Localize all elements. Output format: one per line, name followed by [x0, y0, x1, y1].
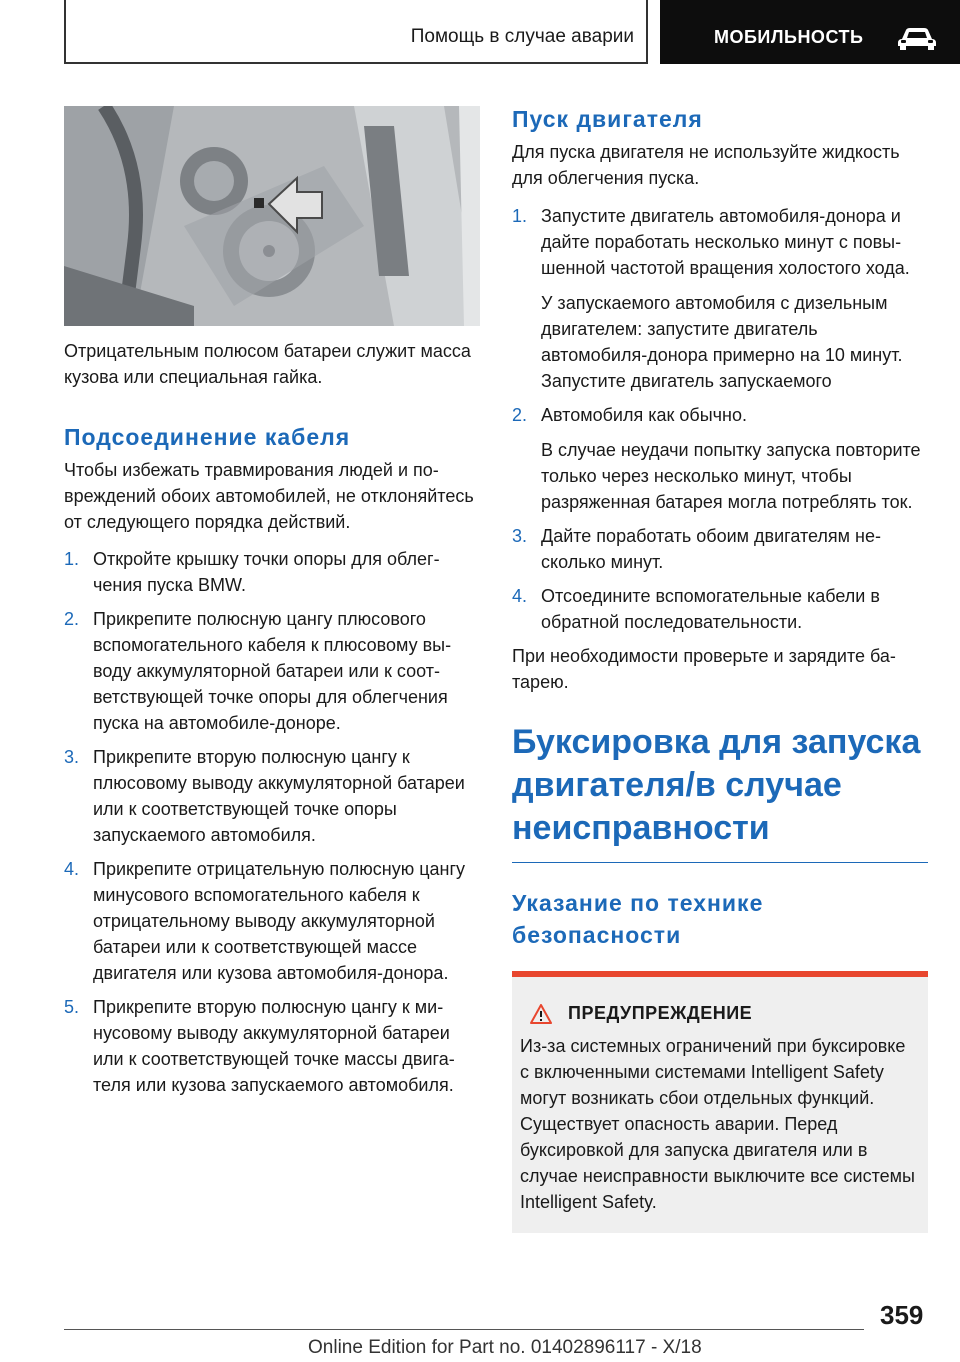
left-column	[64, 106, 480, 1098]
right-column	[512, 106, 928, 1233]
heading-rule	[512, 862, 928, 863]
cable-intro: Чтобы избежать травмирования людей и повреждений обоих автомобилей, не отклоняйтесь от следующего порядка действий.	[64, 460, 474, 532]
section-label: МОБИЛЬНОСТЬ	[714, 27, 864, 47]
warning-triangle-icon	[530, 1004, 552, 1024]
list-item: 3. Прикрепите вторую полюсную цангу к плюсовому выводу аккумуляторной батареи или к соответствующей точке опоры запускаемого автомобиля.	[64, 747, 465, 845]
chapter-title: Помощь в случае аварии	[410, 26, 634, 47]
list-item: 4. Прикрепите отрицательную полюсную цангу минусового вспомогательного кабеля к отрицательному выводу аккумуляторной батареи или к соответствующей массе двигателя или кузова автомобиля-донора.	[64, 859, 466, 983]
section-heading-start: Пуск двигателя	[512, 106, 703, 132]
warning-box	[512, 971, 928, 1233]
start-outro: При необходимости проверьте и зарядите батарею.	[512, 646, 896, 692]
header-frame	[64, 0, 648, 64]
list-item: 2. Прикрепите полюсную цангу плюсового вспомогательного кабеля к плюсовому выводу аккумуляторной батареи или к соответствующей точке опоры для облегчения пуска на автомобиле-доноре.	[64, 609, 452, 733]
engine-bay-photo	[64, 106, 480, 326]
list-item: 1. Запустите двигатель автомобиля-донора и дайте поработать несколько минут с повышенной частотой вращения холостого хода. У запускаемого автомобиля с дизельным двигателем: запустите двигатель автомобиля-донора примерно на 10 минут. Запустите двигатель запускаемого	[512, 206, 910, 391]
list-item: 2. Автомобиля как обычно. В случае неудачи попытку запуска повторите только через несколько минут, чтобы разряженная батарея могла потреблять ток.	[512, 405, 921, 512]
section-heading-safety: Указание по технике безопасности	[512, 890, 764, 948]
cable-steps	[64, 546, 480, 1098]
warning-title: ПРЕДУПРЕЖДЕНИЕ	[568, 1003, 753, 1023]
list-item: 3. Дайте поработать обоим двигателям несколько минут.	[512, 526, 881, 572]
edition-footer[interactable]: Online Edition for Part no. 01402896117 - X/18	[308, 1337, 702, 1358]
section-heading-cable: Подсоединение кабеля	[64, 424, 351, 450]
car-icon	[896, 26, 938, 50]
section-tab[interactable]	[660, 0, 960, 64]
list-item: 5. Прикрепите вторую полюсную цангу к минусовому выводу аккумуляторной батареи или к соответствующей точке массы двигателя или кузова запускаемого автомобиля.	[64, 997, 455, 1095]
list-item: 1. Откройте крышку точки опоры для облегчения пуска BMW.	[64, 549, 440, 595]
photo-caption: Отрицательным полюсом батареи служит масса кузова или специальная гайка.	[64, 341, 471, 387]
page-number: 359	[880, 1300, 924, 1330]
chapter-heading-towing: Буксировка для запуска двигателя/в случае неисправности	[512, 723, 921, 847]
footer-rule	[64, 1329, 864, 1330]
warning-text: Из-за системных ограничений при буксировке с включенными системами Intelligent Safety могут возникать сбои отдельных функций. Существует опасность аварии. Перед буксировкой для запуска двигателя или в случае неисправности выключите все системы Intelligent Safety.	[520, 1036, 915, 1212]
start-intro: Для пуска двигателя не используйте жидкость для облегчения пуска.	[512, 142, 900, 188]
start-steps	[512, 203, 928, 635]
list-item: 4. Отсоедините вспомогательные кабели в обратной последовательности.	[512, 586, 880, 632]
